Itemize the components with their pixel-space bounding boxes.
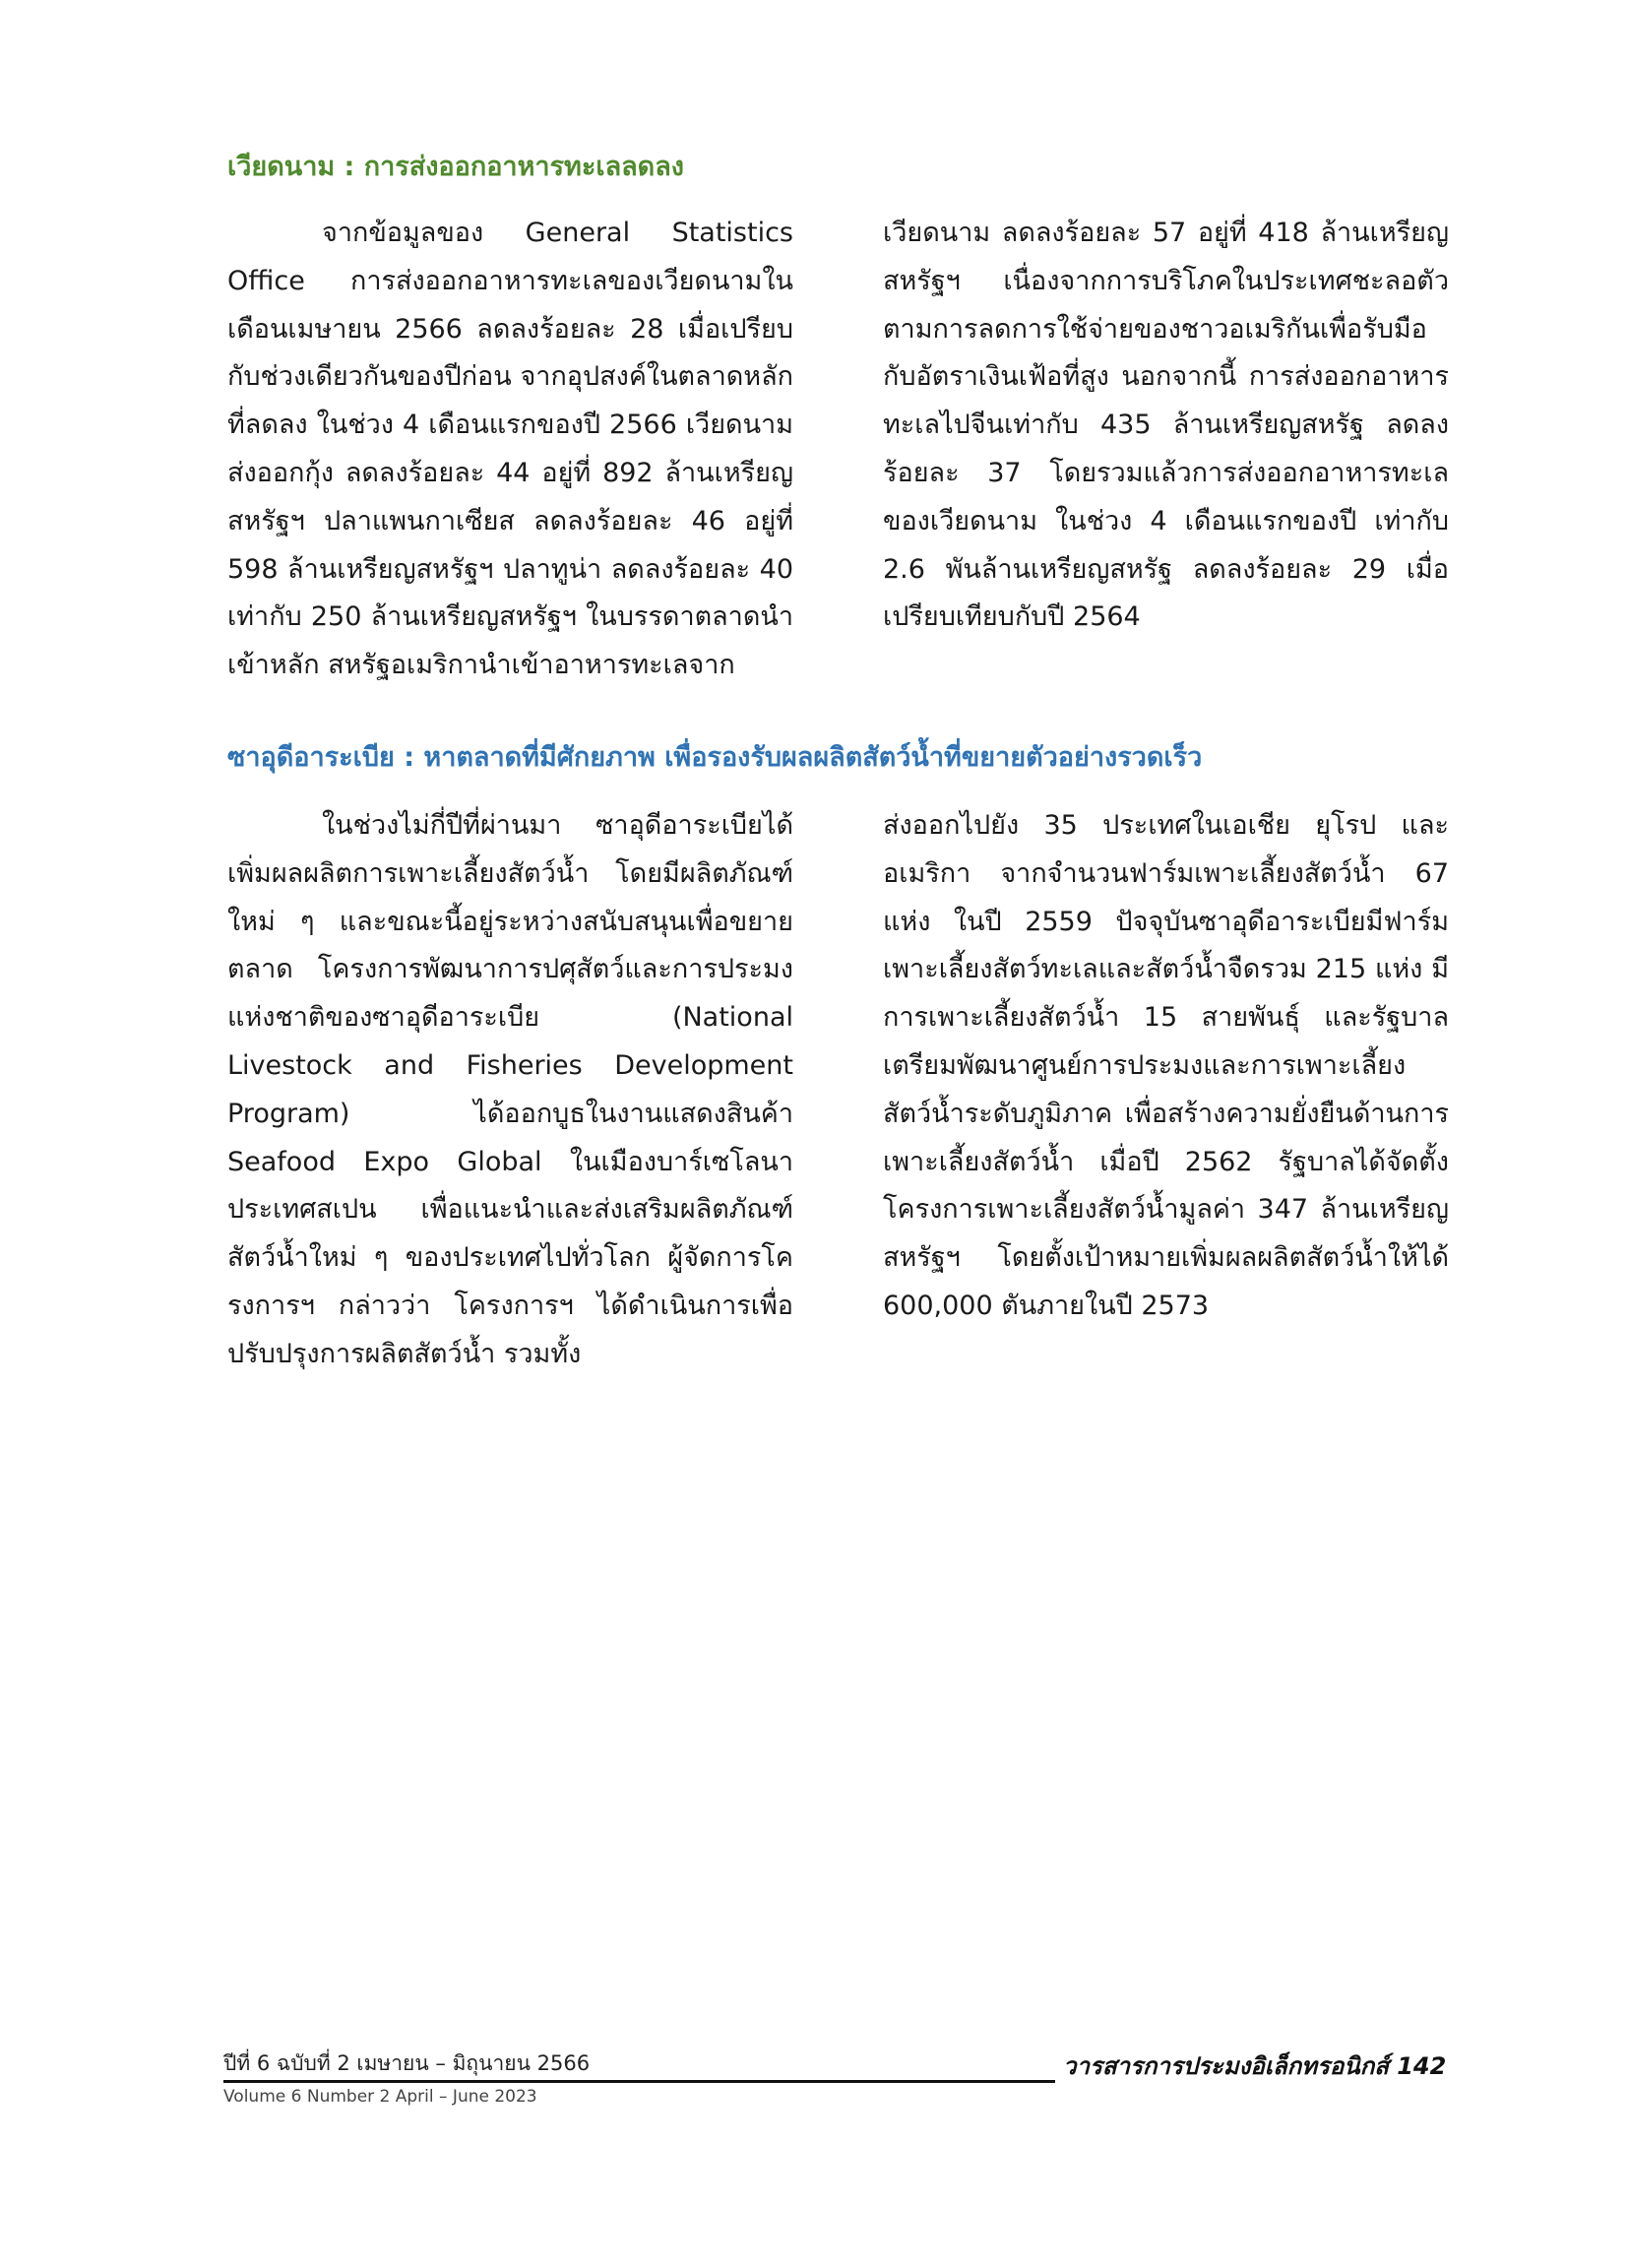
vietnam-left-column <box>227 210 793 690</box>
footer-issue-thai: ปีที่ 6 ฉบับที่ 2 เมษายน – มิถุนายน 2566 <box>223 2051 591 2075</box>
saudi-paragraph-right: ส่งออกไปยัง 35 ประเทศในเอเชีย ยุโรป และอเมริกา จากจำนวนฟาร์มเพาะเลี้ยงสัตว์น้ำ 67 แห่ง ในปี 2559 ปัจจุบันซาอุดีอาระเบียมีฟาร์มเพาะเลี้ยงสัตว์ทะเลและสัตว์น้ำจืดรวม 215 แห่ง มีการเพาะเลี้ยงสัตว์น้ำ 15 สายพันธุ์ และรัฐบาลเตรียมพัฒนาศูนย์การประมงและการเพาะเลี้ยงสัตว์น้ำระดับภูมิภาค เพื่อสร้างความยั่งยืนด้านการเพาะเลี้ยงสัตว์น้ำ เมื่อปี 2562 รัฐบาลได้จัดตั้งโครงการเพาะเลี้ยงสัตว์น้ำมูลค่า 347 ล้านเหรียญสหรัฐฯ โดยตั้งเป้าหมายเพิ่มผลผลิตสัตว์น้ำให้ได้ 600,000 ตันภายในปี 2573 <box>883 810 1449 1321</box>
vietnam-right-column <box>883 210 1449 642</box>
saudi-paragraph-left: ในช่วงไม่กี่ปีที่ผ่านมา ซาอุดีอาระเบียได้เพิ่มผลผลิตการเพาะเลี้ยงสัตว์น้ำ โดยมีผลิตภัณฑ์ใหม่ ๆ และขณะนี้อยู่ระหว่างสนับสนุนเพื่อขยายตลาด โครงการพัฒนาการปศุสัตว์และการประมงแห่งชาติของซาอุดีอาระเบีย (National Livestock and Fisheries Development Program) ได้ออกบูธในงานแสดงสินค้า Seafood Expo Global ในเมืองบาร์เซโลนา ประเทศสเปน เพื่อแนะนำและส่งเสริมผลิตภัณฑ์สัตว์น้ำใหม่ ๆ ของประเทศไปทั่วโลก ผู้จัดการโครงการฯ กล่าวว่า โครงการฯ ได้ดำเนินการเพื่อปรับปรุงการผลิตสัตว์น้ำ รวมทั้ง <box>227 810 793 1369</box>
section-heading-saudi-arabia: ซาอุดีอาระเบีย : หาตลาดที่มีศักยภาพ เพื่อรองรับผลผลิตสัตว์น้ำที่ขยายตัวอย่างรวดเร็ว <box>227 742 1203 773</box>
section-heading-vietnam: เวียดนาม : การส่งออกอาหารทะเลลดลง <box>227 152 684 182</box>
footer-journal-page: วารสารการประมงอิเล็กทรอนิกส์ 142 <box>1063 2052 1447 2080</box>
saudi-left-column <box>227 802 793 1379</box>
vietnam-paragraph-left: จากข้อมูลของ General Statistics Office การส่งออกอาหารทะเลของเวียดนามในเดือนเมษายน 2566 ลดลงร้อยละ 28 เมื่อเปรียบกับช่วงเดียวกันของปีก่อน จากอุปสงค์ในตลาดหลักที่ลดลง ในช่วง 4 เดือนแรกของปี 2566 เวียดนามส่งออกกุ้ง ลดลงร้อยละ 44 อยู่ที่ 892 ล้านเหรียญสหรัฐฯ ปลาแพนกาเซียส ลดลงร้อยละ 46 อยู่ที่ 598 ล้านเหรียญสหรัฐฯ ปลาทูน่า ลดลงร้อยละ 40 เท่ากับ 250 ล้านเหรียญสหรัฐฯ ในบรรดาตลาดนำเข้าหลัก สหรัฐอเมริกานำเข้าอาหารทะเลจาก <box>227 218 793 681</box>
footer-divider <box>223 2080 1055 2083</box>
vietnam-paragraph-right: เวียดนาม ลดลงร้อยละ 57 อยู่ที่ 418 ล้านเหรียญสหรัฐฯ เนื่องจากการบริโภคในประเทศชะลอตัวตามการลดการใช้จ่ายของชาวอเมริกันเพื่อรับมือกับอัตราเงินเฟ้อที่สูง นอกจากนี้ การส่งออกอาหารทะเลไปจีนเท่ากับ 435 ล้านเหรียญสหรัฐ ลดลงร้อยละ 37 โดยรวมแล้วการส่งออกอาหารทะเลของเวียดนาม ในช่วง 4 เดือนแรกของปี เท่ากับ 2.6 พันล้านเหรียญสหรัฐ ลดลงร้อยละ 29 เมื่อเปรียบเทียบกับปี 2564 <box>883 218 1449 633</box>
footer-issue-english: Volume 6 Number 2 April – June 2023 <box>223 2087 537 2107</box>
saudi-right-column <box>883 802 1449 1331</box>
